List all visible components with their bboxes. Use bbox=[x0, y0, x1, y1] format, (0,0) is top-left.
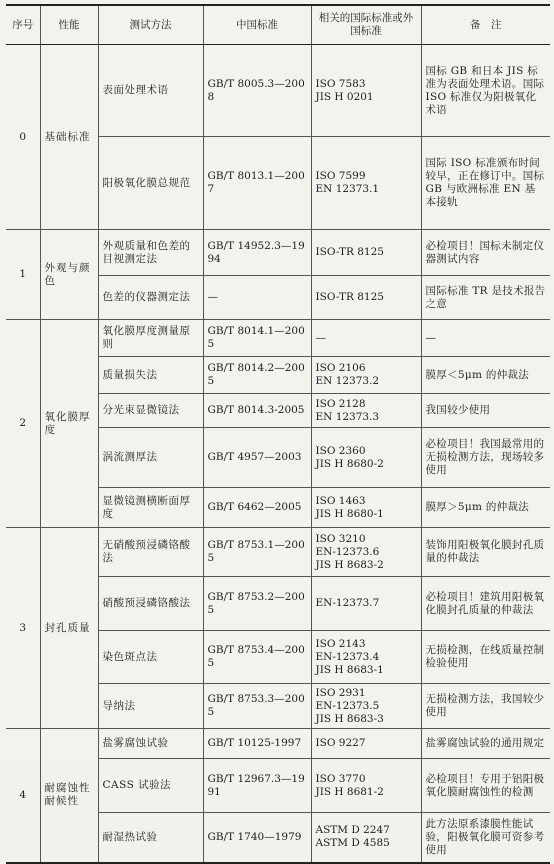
test-method-cell: 分光束显微镜法 bbox=[98, 394, 203, 428]
note-cell: 必检项目！专用于铝阳极氧化膜耐腐蚀性的检测 bbox=[421, 759, 550, 813]
group-number: 4 bbox=[6, 729, 40, 863]
intl-standard-cell: ISO 1463 JIS H 8680-1 bbox=[311, 488, 421, 528]
test-method-cell: 盐雾腐蚀试验 bbox=[98, 729, 203, 759]
group-performance: 封孔质量 bbox=[40, 528, 98, 729]
intl-standard-cell: ASTM D 2247 ASTM D 4585 bbox=[311, 813, 421, 863]
intl-standard-cell: ISO-TR 8125 bbox=[311, 276, 421, 320]
note-cell: 必检项目！国标未制定仪器测试内容 bbox=[421, 230, 550, 276]
note-cell: 国标 GB 和日本 JIS 标准为表面处理术语。国际 ISO 标准仅为阳极氧化术语 bbox=[421, 45, 550, 137]
intl-standard-cell: ISO 7599 EN 12373.1 bbox=[311, 137, 421, 230]
test-method-cell: 耐湿热试验 bbox=[98, 813, 203, 863]
note-cell: 必检项目！我国最常用的无损检测方法，现场较多使用 bbox=[421, 428, 550, 488]
test-method-cell: 表面处理术语 bbox=[98, 45, 203, 137]
test-method-cell: 外观质量和色差的目视测定法 bbox=[98, 230, 203, 276]
note-cell: 国际标准 TR 是技术报告之意 bbox=[421, 276, 550, 320]
table-row bbox=[6, 320, 550, 357]
intl-standard-cell: ISO 2128 EN 12373.3 bbox=[311, 394, 421, 428]
table-header-row bbox=[6, 5, 550, 45]
header-intl-standard: 相关的国际标准或外国标准 bbox=[311, 5, 421, 45]
test-method-cell: 阳极氧化膜总规范 bbox=[98, 137, 203, 230]
test-method-cell: 硝酸预浸磷铬酸法 bbox=[98, 577, 203, 631]
test-method-cell: 导纳法 bbox=[98, 684, 203, 729]
header-note: 备 注 bbox=[421, 5, 550, 45]
intl-standard-cell: ISO-TR 8125 bbox=[311, 230, 421, 276]
china-standard-cell: GB/T 8753.1—2005 bbox=[203, 528, 311, 577]
group-performance: 氧化膜厚度 bbox=[40, 320, 98, 528]
intl-standard-cell: ISO 7583 JIS H 0201 bbox=[311, 45, 421, 137]
intl-standard-cell: — bbox=[311, 320, 421, 357]
header-no: 序号 bbox=[6, 5, 40, 45]
intl-standard-cell: ISO 2931 EN-12373.5 JIS H 8683-3 bbox=[311, 684, 421, 729]
note-cell: 必检项目！建筑用阳极氧化膜封孔质量的仲裁法 bbox=[421, 577, 550, 631]
china-standard-cell: GB/T 8013.1—2007 bbox=[203, 137, 311, 230]
header-method: 测试方法 bbox=[98, 5, 203, 45]
intl-standard-cell: EN-12373.7 bbox=[311, 577, 421, 631]
china-standard-cell: GB/T 12967.3—1991 bbox=[203, 759, 311, 813]
china-standard-cell: GB/T 8753.4—2005 bbox=[203, 631, 311, 684]
note-cell: 盐雾腐蚀试验的通用规定 bbox=[421, 729, 550, 759]
china-standard-cell: GB/T 14952.3—1994 bbox=[203, 230, 311, 276]
china-standard-cell: GB/T 8014.3-2005 bbox=[203, 394, 311, 428]
intl-standard-cell: ISO 2360 JIS H 8680-2 bbox=[311, 428, 421, 488]
note-cell: 装饰用阳极氧化膜封孔质量的仲裁法 bbox=[421, 528, 550, 577]
note-cell: 膜厚＞5μm 的仲裁法 bbox=[421, 488, 550, 528]
note-cell: 无损检测方法，我国较少使用 bbox=[421, 684, 550, 729]
test-method-cell: 显微镜测横断面厚度 bbox=[98, 488, 203, 528]
test-method-cell: 涡流测厚法 bbox=[98, 428, 203, 488]
note-cell: 膜厚＜5μm 的仲裁法 bbox=[421, 357, 550, 394]
standards-table bbox=[6, 4, 550, 864]
test-method-cell: 无硝酸预浸磷铬酸法 bbox=[98, 528, 203, 577]
test-method-cell: 染色斑点法 bbox=[98, 631, 203, 684]
china-standard-cell: GB/T 4957—2003 bbox=[203, 428, 311, 488]
group-performance: 外观与颜色 bbox=[40, 230, 98, 320]
group-number: 3 bbox=[6, 528, 40, 729]
header-cn-standard: 中国标准 bbox=[203, 5, 311, 45]
note-cell: 无损检测，在线质量控制检验使用 bbox=[421, 631, 550, 684]
group-number: 1 bbox=[6, 230, 40, 320]
test-method-cell: 氧化膜厚度测量原则 bbox=[98, 320, 203, 357]
header-performance: 性能 bbox=[40, 5, 98, 45]
table-row bbox=[6, 45, 550, 137]
intl-standard-cell: ISO 9227 bbox=[311, 729, 421, 759]
china-standard-cell: GB/T 1740—1979 bbox=[203, 813, 311, 863]
intl-standard-cell: ISO 3210 EN-12373.6 JIS H 8683-2 bbox=[311, 528, 421, 577]
note-cell: 国际 ISO 标准颁布时间较早，正在修订中。国标 GB 与欧洲标准 EN 基本接轨 bbox=[421, 137, 550, 230]
table-row bbox=[6, 230, 550, 276]
china-standard-cell: GB/T 8753.2—2005 bbox=[203, 577, 311, 631]
group-number: 2 bbox=[6, 320, 40, 528]
group-number: 0 bbox=[6, 45, 40, 230]
china-standard-cell: GB/T 10125-1997 bbox=[203, 729, 311, 759]
note-cell: 此方法原系漆膜性能试验，阳极氧化膜可资参考使用 bbox=[421, 813, 550, 863]
china-standard-cell: GB/T 6462—2005 bbox=[203, 488, 311, 528]
test-method-cell: 质量损失法 bbox=[98, 357, 203, 394]
group-performance: 基础标准 bbox=[40, 45, 98, 230]
china-standard-cell: GB/T 8005.3—2008 bbox=[203, 45, 311, 137]
table-row bbox=[6, 729, 550, 759]
test-method-cell: 色差的仪器测定法 bbox=[98, 276, 203, 320]
china-standard-cell: — bbox=[203, 276, 311, 320]
group-performance: 耐腐蚀性耐候性 bbox=[40, 729, 98, 863]
note-cell: 我国较少使用 bbox=[421, 394, 550, 428]
table-row bbox=[6, 528, 550, 577]
intl-standard-cell: ISO 2106 EN 12373.2 bbox=[311, 357, 421, 394]
intl-standard-cell: ISO 2143 EN-12373.4 JIS H 8683-1 bbox=[311, 631, 421, 684]
china-standard-cell: GB/T 8014.1—2005 bbox=[203, 320, 311, 357]
intl-standard-cell: ISO 3770 JIS H 8681-2 bbox=[311, 759, 421, 813]
china-standard-cell: GB/T 8014.2—2005 bbox=[203, 357, 311, 394]
table-body bbox=[6, 45, 550, 863]
china-standard-cell: GB/T 8753.3—2005 bbox=[203, 684, 311, 729]
note-cell: — bbox=[421, 320, 550, 357]
test-method-cell: CASS 试验法 bbox=[98, 759, 203, 813]
